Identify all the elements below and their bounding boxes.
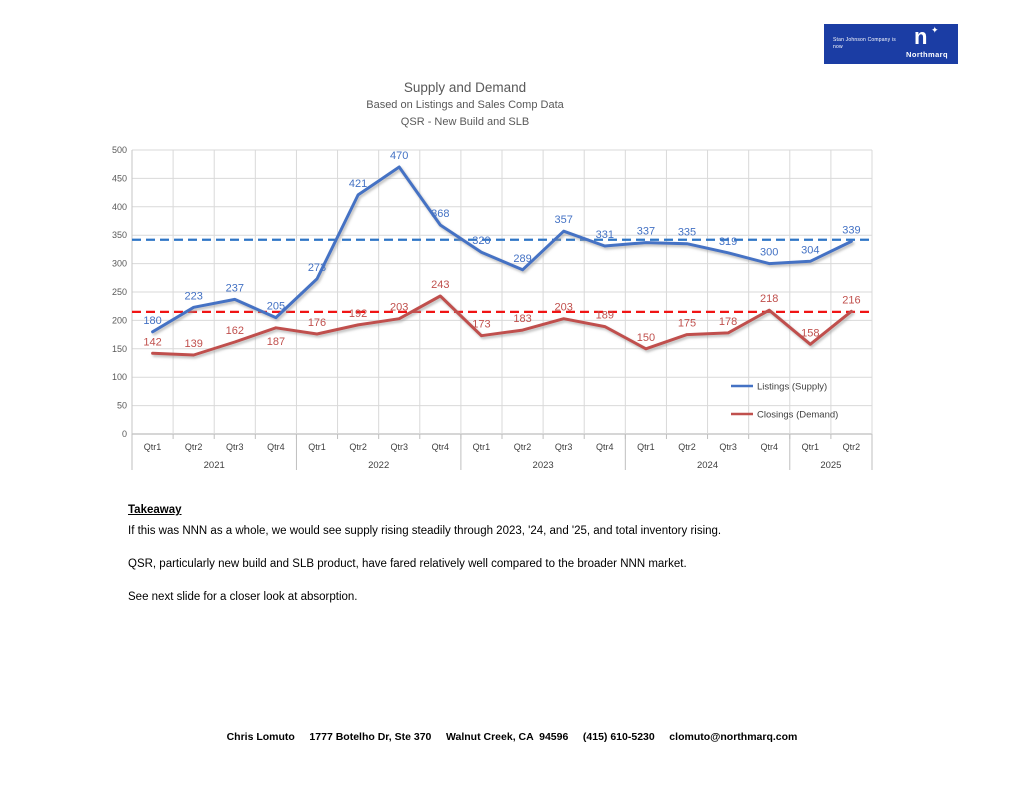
x-axis-quarter-label: Qtr4 (431, 442, 450, 452)
x-axis-quarter-label: Qtr1 (143, 442, 162, 452)
y-axis-label: 200 (111, 315, 127, 326)
logo-tagline: Stan Johnson Company is now (833, 37, 896, 50)
demand-data-label: 175 (677, 317, 697, 330)
x-axis-quarter-label: Qtr2 (678, 442, 696, 452)
takeaway-heading: Takeaway (128, 504, 182, 516)
supply-data-label: 300 (760, 246, 779, 259)
y-axis-label: 300 (111, 258, 127, 269)
x-axis-quarter-label: Qtr3 (554, 442, 573, 452)
y-axis-label: 450 (111, 173, 127, 184)
y-axis-label: 100 (111, 372, 127, 383)
sparkle-icon: ✦ (931, 25, 939, 35)
y-axis-label: 0 (121, 429, 127, 439)
x-axis-quarter-label: Qtr3 (390, 442, 408, 452)
x-axis-quarter-label: Qtr3 (719, 442, 737, 452)
x-axis-year-label: 2024 (696, 460, 719, 471)
demand-data-label: 203 (554, 301, 573, 314)
y-axis-label: 250 (111, 287, 127, 297)
demand-data-label: 192 (348, 307, 368, 320)
demand-data-label: 176 (307, 317, 327, 330)
supply-data-label: 339 (842, 224, 861, 237)
demand-data-label: 189 (595, 309, 614, 322)
x-axis-quarter-label: Qtr2 (349, 442, 367, 452)
chart-subtitle-2: QSR - New Build and SLB (400, 116, 530, 128)
x-axis-quarter-label: Qtr1 (308, 442, 326, 452)
demand-data-label: 150 (636, 331, 656, 344)
y-axis-label: 50 (116, 400, 127, 411)
y-axis-label: 350 (111, 230, 127, 241)
demand-data-label: 187 (266, 335, 286, 348)
supply-data-label: 337 (636, 225, 656, 238)
x-axis-quarter-label: Qtr1 (801, 442, 820, 452)
x-axis-quarter-label: Qtr1 (637, 442, 655, 452)
x-axis-year-label: 2025 (820, 460, 842, 471)
chart-title-block (55, 80, 875, 128)
demand-data-label: 218 (760, 293, 779, 306)
supply-data-label: 319 (718, 235, 738, 248)
supply-data-label: 470 (390, 150, 409, 163)
supply-data-label: 368 (431, 207, 450, 220)
x-axis-quarter-label: Qtr4 (596, 442, 614, 452)
northmarq-logo (824, 24, 958, 64)
x-axis-quarter-label: Qtr4 (267, 442, 285, 452)
y-axis-label: 150 (111, 343, 127, 354)
x-axis-quarter-label: Qtr2 (842, 442, 861, 452)
supply-data-label: 273 (307, 261, 327, 274)
demand-data-label: 158 (801, 327, 820, 340)
chart-title: Supply and Demand (403, 80, 527, 95)
supply-data-label: 223 (184, 290, 203, 303)
demand-data-label: 178 (718, 315, 738, 328)
supply-data-label: 289 (513, 252, 532, 265)
x-axis-year-label: 2023 (532, 460, 554, 471)
logo-mark (900, 24, 958, 64)
supply-data-label: 320 (472, 235, 491, 248)
takeaway-paragraph: See next slide for a closer look at absorption. (128, 591, 358, 603)
supply-data-label: 331 (595, 228, 614, 241)
contact-footer: Chris Lomuto 1777 Botelho Dr, Ste 370 Walnut Creek, CA 94596 (415) 610-5230 clomuto@northmarq.com (226, 731, 798, 743)
supply-data-label: 237 (225, 282, 244, 295)
supply-data-label: 304 (801, 244, 820, 257)
legend-item-demand: Closings (Demand) (757, 409, 839, 421)
takeaway-section (128, 504, 898, 623)
demand-data-label: 142 (143, 336, 162, 349)
demand-data-label: 173 (472, 318, 491, 331)
supply-demand-line-chart (55, 140, 875, 490)
demand-data-label: 183 (513, 313, 532, 326)
x-axis-year-label: 2022 (368, 460, 390, 471)
y-axis-label: 500 (111, 145, 127, 155)
x-axis-quarter-label: Qtr3 (226, 442, 244, 452)
supply-data-label: 357 (554, 214, 573, 227)
demand-data-label: 139 (184, 338, 203, 351)
takeaway-paragraph: If this was NNN as a whole, we would see supply rising steadily through 2023, '24, and '25, and total inventory rising. (128, 525, 722, 537)
x-axis-quarter-label: Qtr2 (513, 442, 532, 452)
x-axis-year-label: 2021 (203, 460, 225, 471)
supply-data-label: 205 (266, 300, 286, 313)
y-axis-label: 400 (111, 201, 127, 212)
x-axis-quarter-label: Qtr2 (184, 442, 203, 452)
takeaway-paragraph: QSR, particularly new build and SLB product, have fared relatively well compared to the broader NNN market. (128, 558, 687, 570)
logo-brand-name: Northmarq (906, 50, 948, 59)
demand-data-label: 243 (431, 278, 450, 291)
supply-data-label: 421 (348, 177, 368, 190)
northmarq-monogram: n (914, 24, 928, 49)
supply-data-label: 335 (677, 226, 697, 239)
chart-subtitle-1: Based on Listings and Sales Comp Data (366, 99, 564, 111)
demand-data-label: 216 (842, 294, 861, 307)
demand-data-label: 162 (225, 324, 244, 337)
supply-data-label: 180 (143, 314, 162, 327)
demand-data-label: 203 (390, 301, 409, 314)
x-axis-quarter-label: Qtr1 (472, 442, 491, 452)
legend-item-supply: Listings (Supply) (757, 381, 828, 393)
x-axis-quarter-label: Qtr4 (760, 442, 778, 452)
